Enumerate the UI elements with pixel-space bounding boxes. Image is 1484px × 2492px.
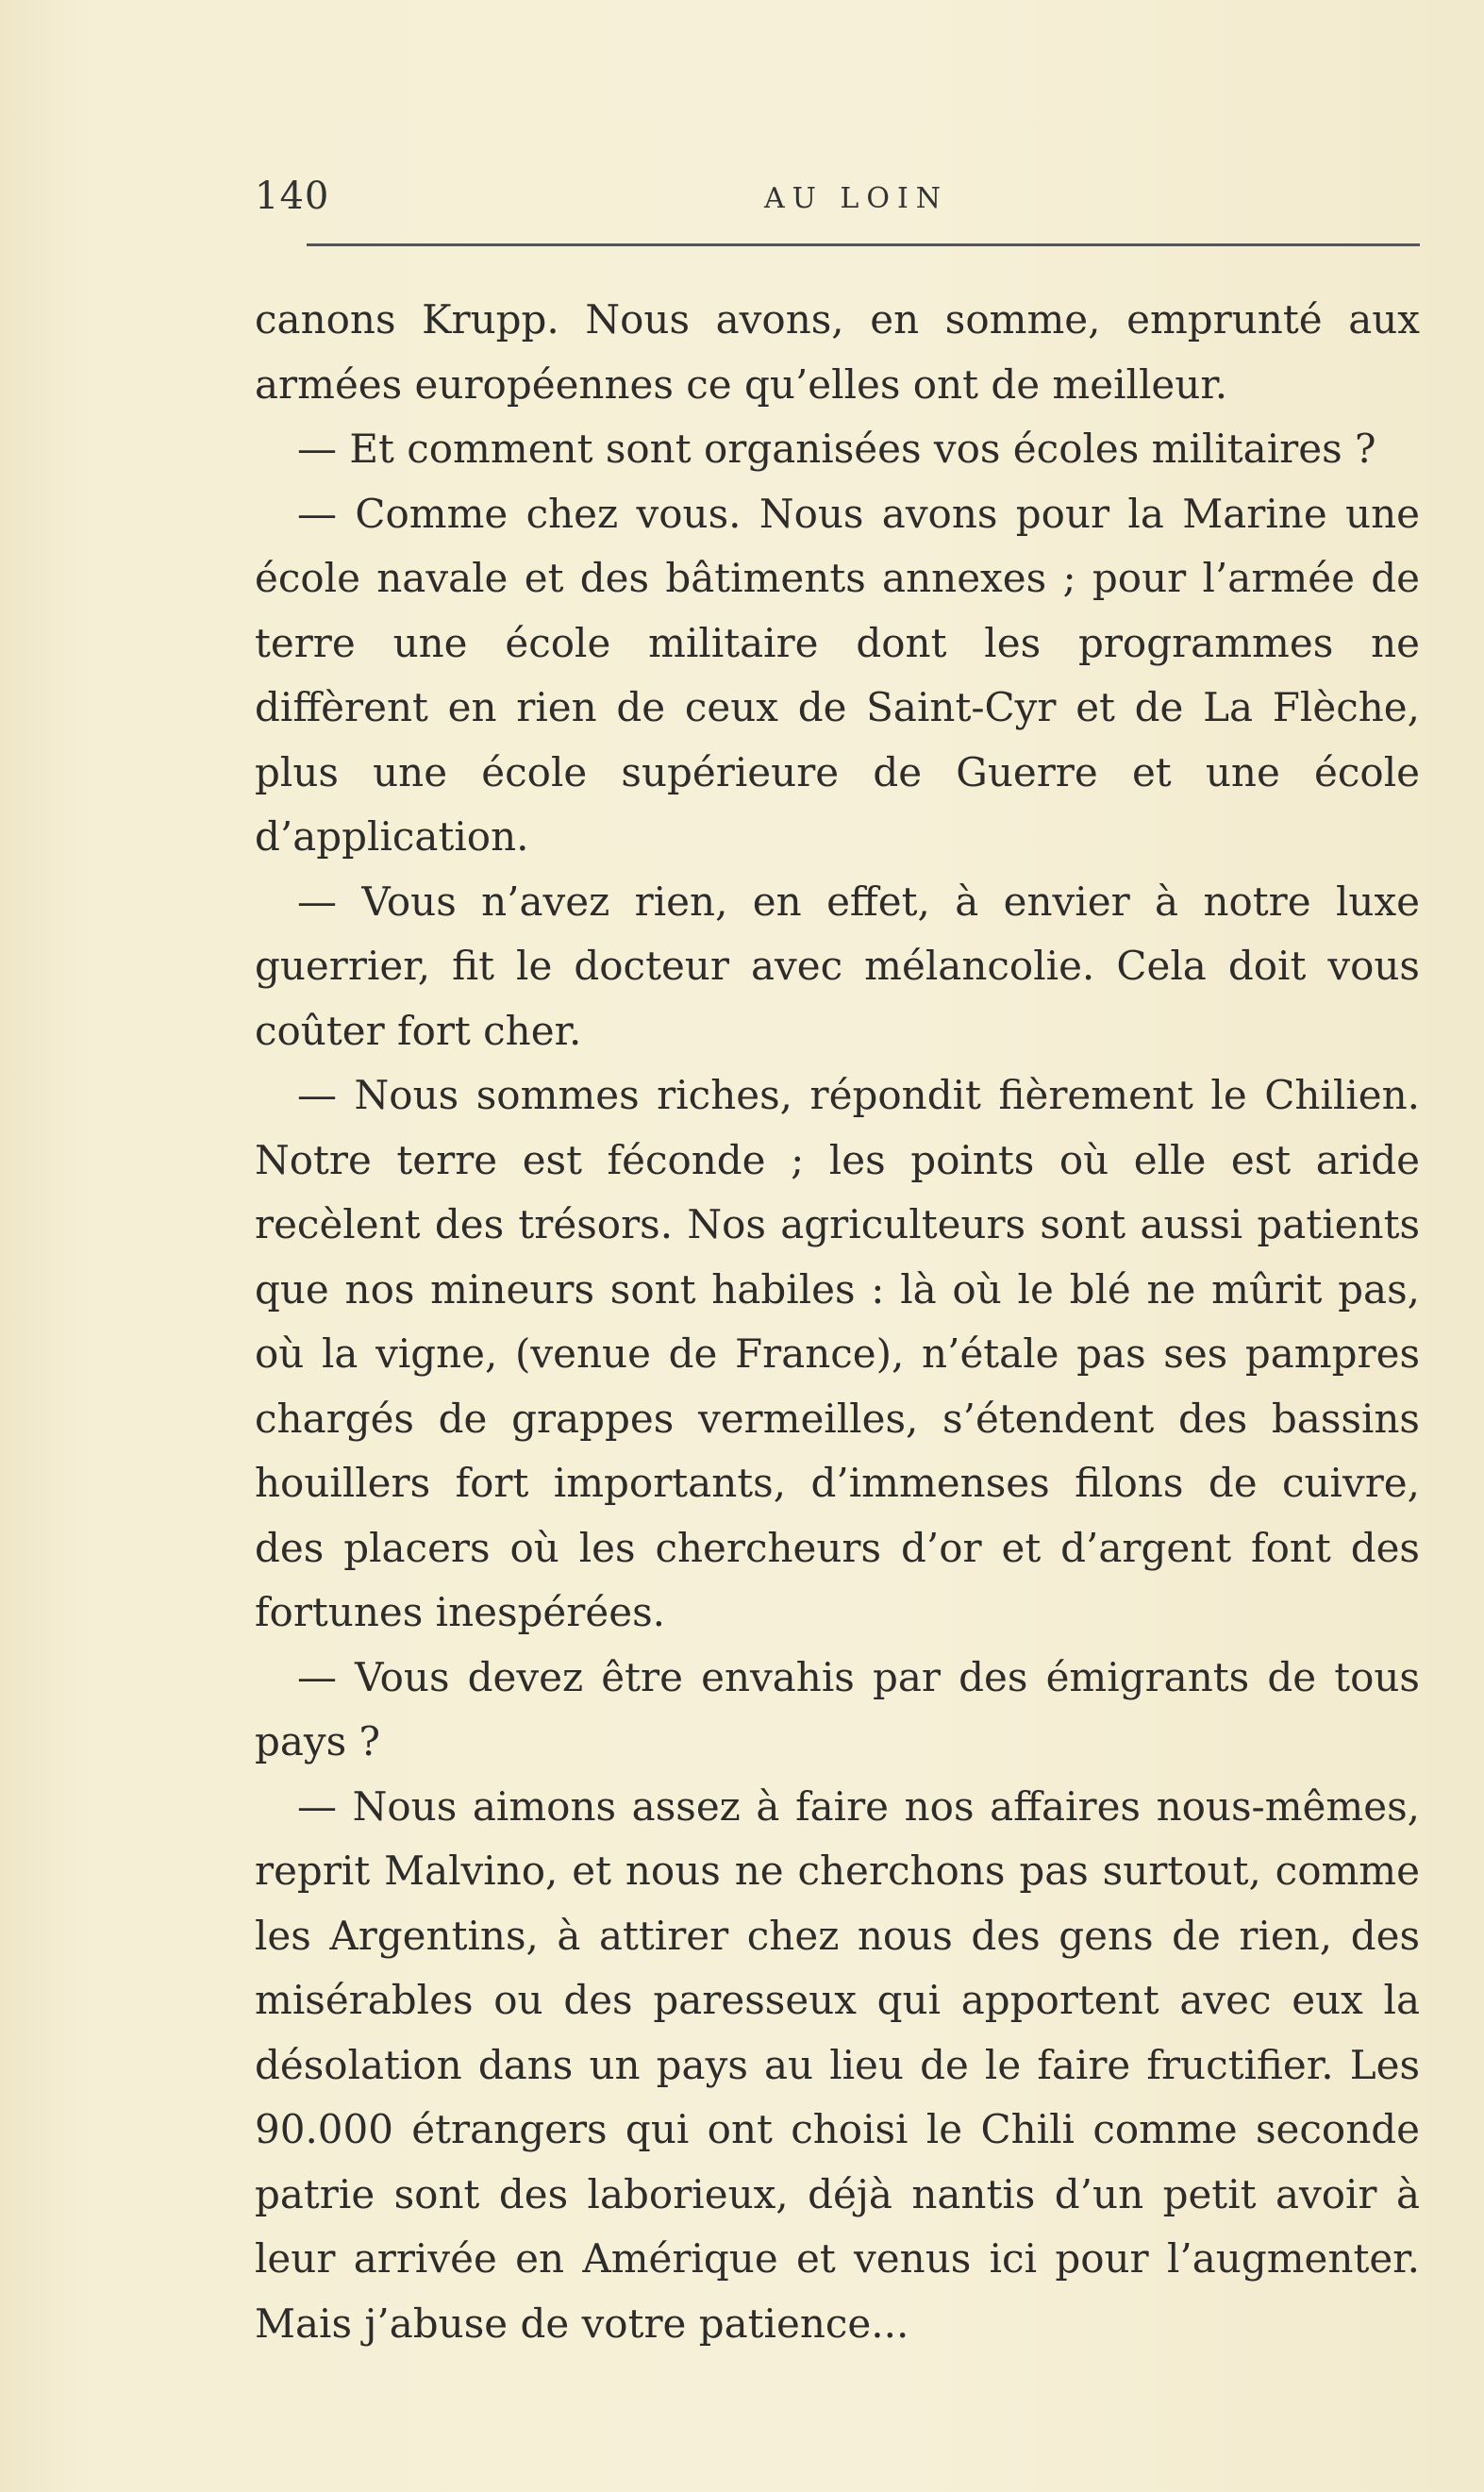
page-header — [255, 175, 1420, 241]
page-number: 140 — [255, 175, 330, 218]
paragraph: — Comme chez vous. Nous avons pour la Marine une école navale et des bâtiments annexes ; pour l’armée de terre une école militaire dont les programmes ne diffèrent en rien de ceux de Saint-Cyr et de La Flèche, plus une école supérieure de Guerre et une école d’application. — [255, 490, 1420, 860]
paragraph: — Nous sommes riches, répondit fièrement le Chilien. Notre terre est féconde ; les points où elle est aride recèlent des trésors. Nos agriculteurs sont aussi patients que nos mineurs sont habiles : là où le blé ne mûrit pas, où la vigne, (venue de France), n’étale pas ses pampres chargés de grappes vermeilles, s’étendent des bassins houillers fort importants, d’immenses filons de cuivre, des placers où les chercheurs d’or et d’argent font des fortunes inespérées. — [255, 1072, 1420, 1635]
paragraph-continued: canons Krupp. Nous avons, en somme, emprunté aux armées européennes ce qu’elles ont de meilleur. — [255, 296, 1420, 408]
running-head: AU LOIN — [763, 182, 949, 215]
paragraph: — Et comment sont organisées vos écoles militaires ? — [297, 426, 1376, 472]
paragraph: — Nous aimons assez à faire nos affaires nous-mêmes, reprit Malvino, et nous ne cherchons pas surtout, comme les Argentins, à attirer chez nous des gens de rien, des misérables ou des paresseux qui apportent avec eux la désolation dans un pays au lieu de le faire fructifier. Les 90.000 étrangers qui ont choisi le Chili comme seconde patrie sont des laborieux, déjà nantis d’un petit avoir à leur arrivée en Amérique et venus ici pour l’augmenter. Mais j’abuse de votre patience... — [255, 1782, 1420, 2347]
paragraph: — Vous n’avez rien, en effet, à envier à notre luxe guerrier, fit le docteur avec mélancolie. Cela doit vous coûter fort cher. — [255, 878, 1420, 1054]
paragraph: — Vous devez être envahis par des émigrants de tous pays ? — [255, 1653, 1420, 1764]
body-text — [255, 288, 1420, 2356]
header-rule — [307, 243, 1420, 246]
